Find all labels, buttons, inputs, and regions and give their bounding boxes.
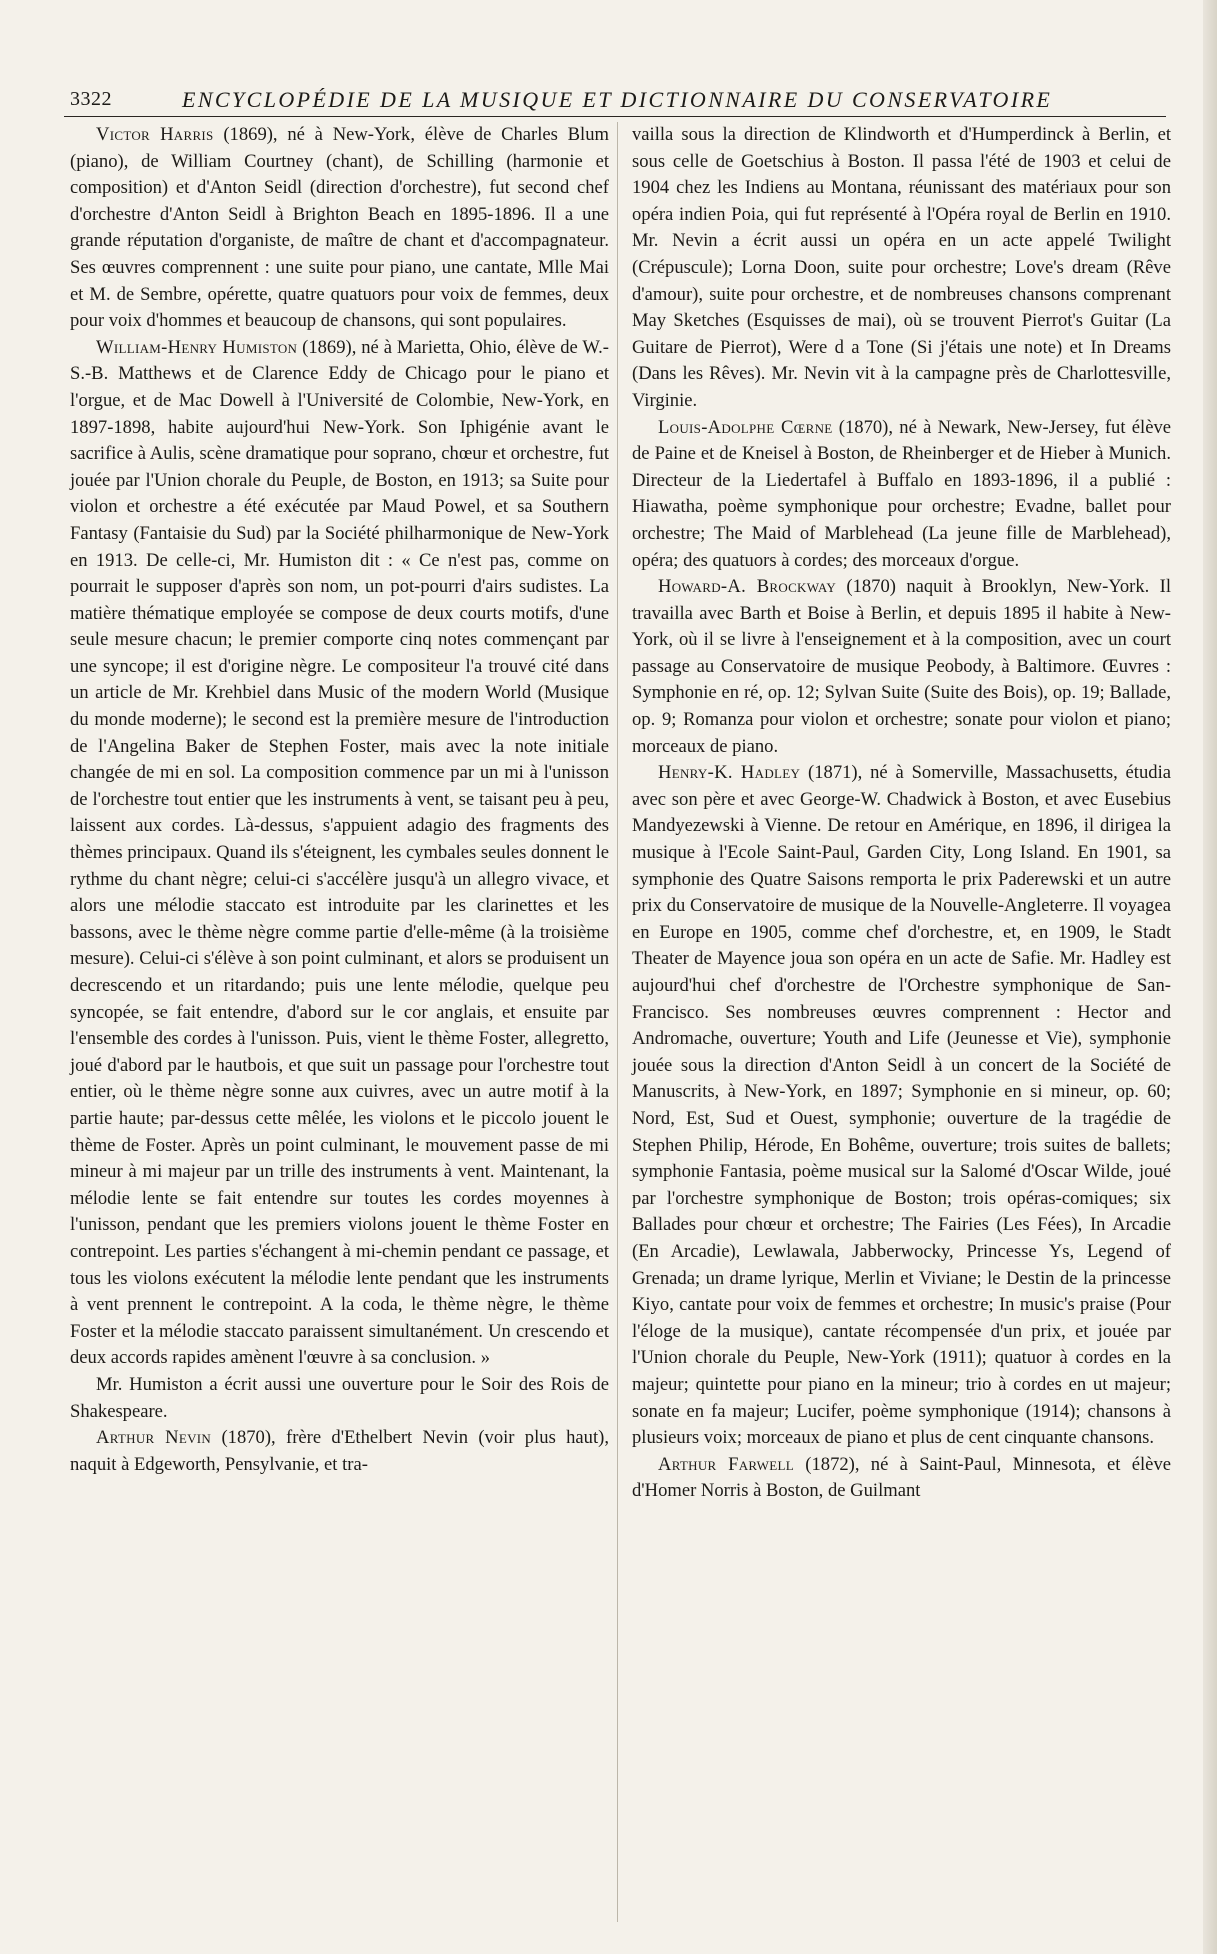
entry-coerne [632, 415, 1171, 575]
entry-text: (1871), né à Somerville, Massachusetts, étudia avec son père et avec George-W. Chadwick à Boston, et avec Eusebius Mandyezewski à Vienne. De retour en Amérique, en 1896, il dirigea la musique à l'Ecole Saint-Paul, Garden City, Long Island. En 1901, sa symphonie des Quatre Saisons remporta le prix Paderewski et un autre prix du Conservatoire de musique de la Nouvelle-Angleterre. Il voyagea en Europe en 1905, comme chef d'orchestre, et, en 1909, le Stadt Theater de Mayence joua son opéra en un acte de Safie. Mr. Hadley est aujourd'hui chef d'orchestre de l'Orchestre symphonique de San-Francisco. Ses nombreuses œuvres comprennent : Hector and Andromache, ouverture; Youth and Life (Jeunesse et Vie), symphonie jouée sous la direction d'Anton Seidl à un concert de la Société de Manuscrits, à New-York, en 1897; Symphonie en si mineur, op. 60; Nord, Est, Sud et Ouest, symphonie; ouverture de la tragédie de Stephen Philip, Hérode, En Bohême, ouverture; trois suites de ballets; symphonie Fantasia, poème musical sur la Salomé d'Oscar Wilde, joué par l'orchestre symphonique de Boston; trois opéras-comiques; six Ballades pour chœur et orchestre; The Fairies (Les Fées), In Arcadie (En Arcadie), Lewlawala, Jabberwocky, Princesse Ys, Legend of Grenada; un drame lyrique, Merlin et Viviane; le Destin de la princesse Kiyo, cantate pour voix de femmes et orchestre; In music's praise (Pour l'éloge de la musique), cantate récompensée d'un prix, et jouée par l'Union chorale du Peuple, New-York (1911); quatuor à cordes en la majeur; quintette pour piano en la mineur; trio à cordes en ut majeur; sonate en fa majeur; Lucifer, poème symphonique (1914); chansons à plusieurs voix; morceaux de piano et plus de cent cinquante chansons. [632, 762, 1171, 1449]
column-divider [617, 122, 618, 1922]
right-column [632, 122, 1171, 1922]
entry-text: vailla sous la direction de Klindworth et d'Humperdinck à Berlin, et sous celle de Goetschius à Boston. Il passa l'été de 1903 et celui de 1904 chez les Indiens au Montana, réunissant des matériaux pour son opéra indien Poia, qui fut représenté à l'Opéra royal de Berlin en 1910. Mr. Nevin a écrit aussi un opéra en un acte appelé Twilight (Crépuscule); Lorna Doon, suite pour orchestre; Love's dream (Rêve d'amour), suite pour orchestre, et de nombreuses chansons comprenant May Sketches (Esquisses de mai), où se trouvent Pierrot's Guitar (La Guitare de Pierrot), Were d a Tone (Si j'étais une note) et In Dreams (Dans les Rêves). Mr. Nevin vit à la campagne près de Charlottesville, Virginie. [632, 124, 1171, 411]
entry-name: William-Henry Humiston [96, 336, 298, 358]
entry-text: (1870), né à Newark, New-Jersey, fut élève de Paine et de Kneisel à Boston, de Rheinberger et de Hieber à Munich. Directeur de la Liedertafel à Buffalo en 1893-1896, il a publié : Hiawatha, poème symphonique pour orchestre; Evadne, ballet pour orchestre; The Maid of Marblehead (La jeune fille de Marblehead), opéra; des quatuors à cordes; des morceaux d'orgue. [632, 416, 1171, 571]
entry-text: (1869), né à New-York, élève de Charles Blum (piano), de William Courtney (chant), de Schilling (harmonie et composition) et d'Anton Seidl (direction d'orchestre), fut second chef d'orchestre d'Anton Seidl à Brighton Beach en 1895-1896. Il a une grande réputation d'organiste, de maître de chant et d'accompagnateur. Ses œuvres comprennent : une suite pour piano, une cantate, Mlle Mai et M. de Sembre, opérette, quatre quatuors pour voix de femmes, deux pour voix d'hommes et beaucoup de chansons, qui sont populaires. [70, 124, 609, 332]
entry-farwell [632, 1452, 1171, 1505]
entry-humiston-note [70, 1372, 609, 1425]
text-columns [64, 122, 1171, 1922]
entry-hadley [632, 760, 1171, 1451]
entry-humiston [70, 335, 609, 1372]
page-number: 3322 [70, 88, 112, 110]
page-edge [1203, 0, 1217, 1954]
entry-nevin [70, 1425, 609, 1478]
entry-nevin-continued [632, 122, 1171, 415]
entry-harris [70, 122, 609, 335]
running-title: ENCYCLOPÉDIE DE LA MUSIQUE ET DICTIONNAIRE DU CONSERVATOIRE [182, 87, 1053, 112]
entry-text: (1870), frère d'Ethelbert Nevin (voir plus haut), naquit à Edgeworth, Pensylvanie, et tra- [70, 1427, 609, 1475]
entry-text: (1870) naquit à Brooklyn, New-York. Il travailla avec Barth et Boise à Berlin, et depuis 1895 il habite à New-York, où il se livre à l'enseignement et à la composition, avec un court passage au Conservatoire de musique Peobody, à Baltimore. Œuvres : Symphonie en ré, op. 12; Sylvan Suite (Suite des Bois), op. 19; Ballade, op. 9; Romanza pour violon et orchestre; sonate pour violon et piano; morceaux de piano. [632, 576, 1171, 757]
entry-name: Arthur Farwell [658, 1453, 794, 1475]
entry-text: Mr. Humiston a écrit aussi une ouverture pour le Soir des Rois de Shakespeare. [70, 1373, 609, 1422]
entry-brockway [632, 574, 1171, 760]
entry-text: (1869), né à Marietta, Ohio, élève de W.-S.-B. Matthews et de Clarence Eddy de Chicago pour le piano et l'orgue, et de Mac Dowell à l'Université de Colombie, New-York, en 1897-1898, habite aujourd'hui New-York. Son Iphigénie avant le sacrifice à Aulis, scène dramatique pour soprano, chœur et orchestre, fut jouée par l'Union chorale du Peuple, de Boston, en 1913; sa Suite pour violon et orchestre a été exécutée par Maud Powel, et sa Southern Fantasy (Fantaisie du Sud) par la Société philharmonique de New-York en 1913. De celle-ci, Mr. Humiston dit : « Ce n'est pas, comme on pourrait le supposer d'après son nom, un pot-pourri d'airs sudistes. La matière thématique employée se compose de deux courts motifs, d'une seule mesure chacun; le premier comporte cinq notes commençant par une syncope; il est d'origine nègre. Le compositeur l'a trouvé cité dans un article de Mr. Krehbiel dans Music of the modern World (Musique du monde moderne); le second est la première mesure de l'introduction de l'Angelina Baker de Stephen Foster, mais avec la note initiale changée de mi en sol. La composition commence par un mi à l'unisson de l'orchestre tout entier que les instruments à vent, se taisant peu à peu, laissent aux cordes. Là-dessus, s'appuient adagio des fragments des thèmes principaux. Quand ils s'éteignent, les cymbales seules donnent le rythme du chant nègre; celui-ci s'accélère jusqu'à un allegro vivace, et alors une mélodie staccato est introduite par les clarinettes et les bassons, avec le thème nègre comme partie d'elle-même (à la troisième mesure). Celui-ci s'élève à son point culminant, et alors se produisent un decrescendo et un ritardando; puis une lente mélodie, quelque peu syncopée, se fait entendre, d'abord sur le cor anglais, et ensuite par l'ensemble des cordes à l'unisson. Puis, vient le thème Foster, allegretto, joué d'abord par le hautbois, et que suit un passage pour l'orchestre tout entier, où le thème nègre sonne aux cuivres, avec un autre motif à la partie haute; par-dessus cette mêlée, les violons et le piccolo jouent le thème de Foster. Après un point culminant, le mouvement passe de mi mineur à mi majeur par un trille des instruments à vent. Maintenant, la mélodie lente se fait entendre sur toutes les cordes moyennes à l'unisson, pendant que les premiers violons jouent le thème Foster en contrepoint. Les parties s'échangent à mi-chemin pendant ce passage, et tous les violons exécutent la mélodie lente pendant que les instruments à vent prennent le contrepoint. A la coda, le thème nègre, le thème Foster et la mélodie staccato paraissent simultanément. Un crescendo et deux accords rapides amènent l'œuvre à sa conclusion. » [70, 336, 610, 1369]
entry-name: Victor Harris [96, 124, 214, 145]
entry-name: Henry-K. Hadley [658, 762, 801, 784]
entry-name: Howard-A. Brockway [658, 576, 837, 598]
entry-name: Arthur Nevin [96, 1427, 212, 1449]
entry-name: Louis-Adolphe Cœrne [658, 416, 833, 438]
page-header [64, 86, 1166, 117]
left-column [70, 122, 609, 1922]
entry-text: (1872), né à Saint-Paul, Minnesota, et élève d'Homer Norris à Boston, de Guilmant [632, 1453, 1171, 1502]
